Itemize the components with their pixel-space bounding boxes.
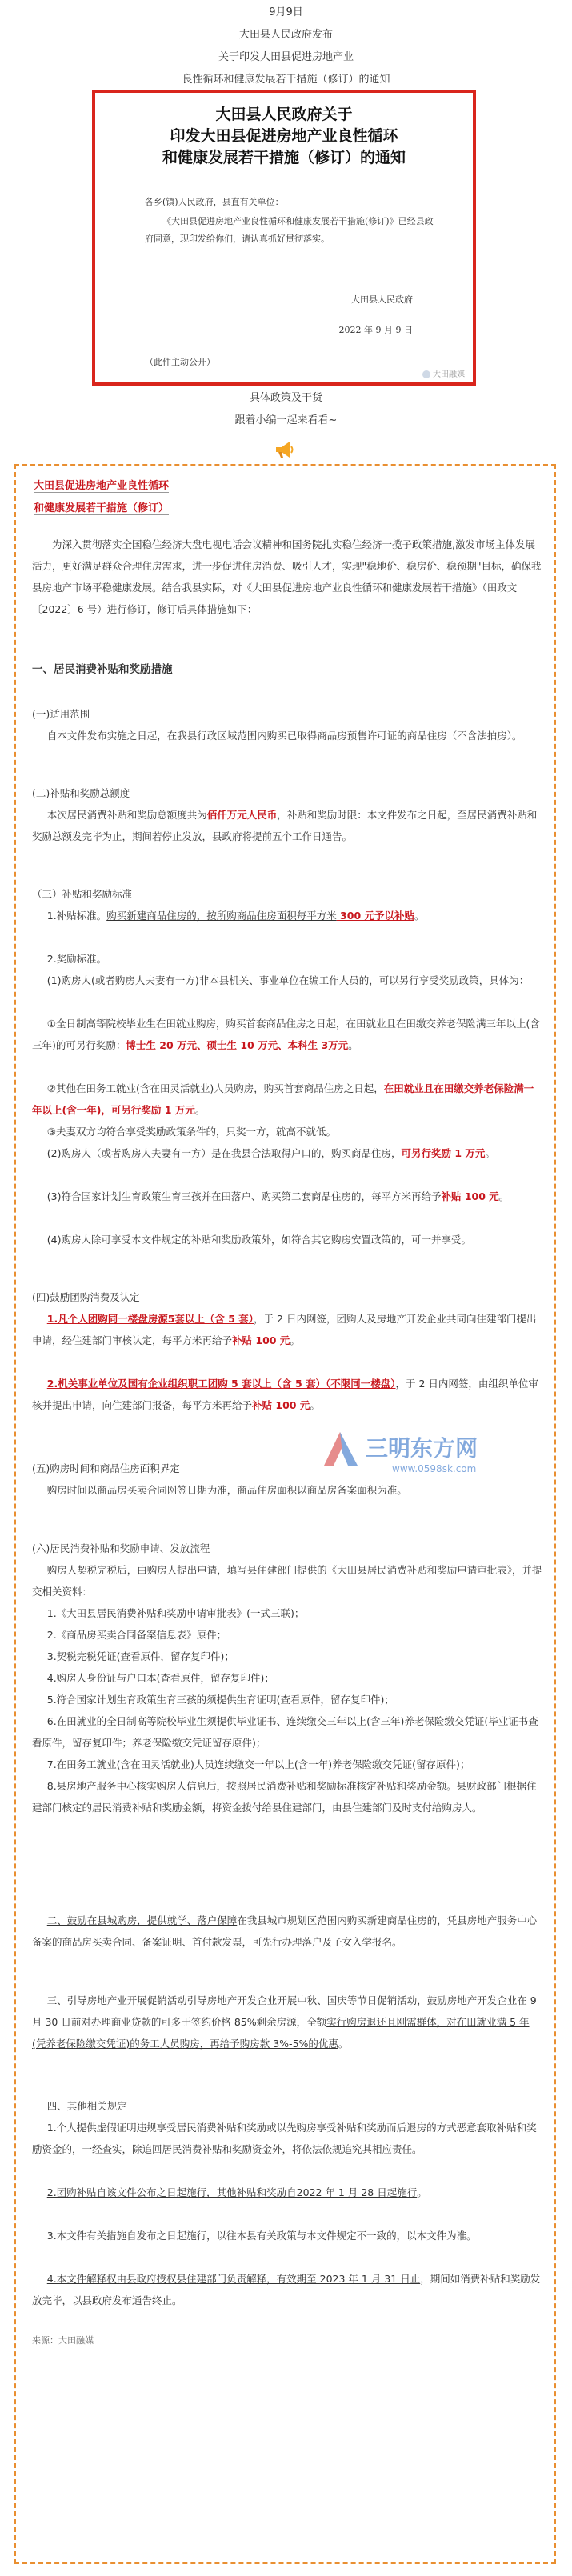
s3-2-2-text: (2)购房人（或者购房人夫妻有一方）是在我县合法取得户口的，购买商品住房， [46,1147,402,1159]
s3-2-2 [32,1142,542,1164]
doc-body: 《大田县促进房地产业良性循环和健康发展若干措施(修订)》已经县政府同意，现印发给你们，请认真抓好贯彻落实。 [145,216,434,244]
header-line3: 良性循环和健康发展若干措施（修订）的通知 [182,74,390,86]
policy-content-box [14,464,556,2564]
content-title [34,475,169,520]
megaphone-icon [274,438,296,461]
doc-title [95,104,473,169]
document-list-item: 2.《商品房买卖合同备案信息表》原件； [46,1629,227,1641]
s2-amount: 佰仟万元人民币 [206,809,278,821]
s3-2-4: (4)购房人除可享受本文件规定的补贴和奖励政策外，如符合其它购房安置政策的，可一并享受。 [46,1234,471,1246]
rule-1: 1.个人提供虚假证明违规享受居民消费补贴和奖励或以先购房享受补贴和奖励而后退房的方式恶意套取补贴和奖励资金的，一经查实，除追回居民消费补贴和奖励资金外，将依法依规追究其相应责任。 [32,2122,537,2155]
s4-1-text: ，于 2 日内网签，团购人及房地产开发企业共同向住建部门提出申请，经住建部门审核认定，每平方米再给予 [32,1313,537,1346]
s6-body: 购房人契税完税后，由购房人提出申请，填写县住建部门提供的《大田县居民消费补贴和奖励申请审批表》，并提交相关资料： [32,1564,542,1598]
s3-2-1-1 [32,1013,542,1056]
section-2-body: 在我县城市规划区范围内购买新建商品住房的，凭县房地产服务中心备案的商品房买卖合同、备案证明、首付款发票，可先行办理落户及子女入学报名。 [32,1914,538,1948]
section-heading-1: 一、居民消费补贴和奖励措施 [32,663,173,676]
header-line2: 关于印发大田县促进房地产业 [218,51,354,63]
intro-line1: 具体政策及干货 [249,392,322,404]
site-watermark-title: 三明东方网 [366,1435,478,1462]
s3-2-1-3: ③夫妻双方均符合享受奖励政策条件的，只奖一方，就高不就低。 [46,1126,336,1138]
document-list-item: 5.符合国家计划生育政策生育三孩的须提供生育证明(查看原件，留存复印件)； [46,1694,394,1706]
s3-2-3-amount: 补贴 100 元 [441,1190,499,1202]
section-3-underlined: 实行购房退还且刚需群体，对在田就业满 5 年(凭养老保险缴交凭证)的务工人员购房，再给予购房款 3%-5%的优惠 [32,2016,530,2050]
document-list-item: 6.在田就业的全日制高等院校毕业生须提供毕业证书、连续缴交三年以上(含三年)养老保险缴交凭证(毕业证书查看原件，留存复印件；养老保险缴交凭证留存原件)； [32,1715,538,1749]
watermark-text: 大田融媒 [433,370,465,379]
s6-document-list [32,1602,542,1818]
s2-title: (二)补贴和奖励总额度 [32,787,130,799]
document-list-item: 4.购房人身份证与户口本(查看原件，留存复印件)； [46,1672,274,1684]
s5-title: (五)购房时间和商品住房面积界定 [32,1462,180,1474]
doc-title-line1: 大田县人民政府关于 [215,106,353,123]
s4-1 [32,1308,542,1351]
s5-body: 购房时间以商品房买卖合同网签日期为准，商品住房面积以商品房备案面积为准。 [46,1484,407,1496]
s3-reward-standard: 2.奖励标准。 [46,953,107,965]
doc-sign-org: 大田县人民政府 [351,294,413,305]
rule-2 [32,2182,542,2203]
header-line1: 大田县人民政府发布 [238,29,333,41]
watermark-logo-icon [422,370,430,378]
s4-1-underlined: 1.凡个人团购同一楼盘房源5套以上（含 5 套） [46,1313,254,1325]
s4-1-end: 。 [290,1334,300,1346]
section-2-heading: 二、鼓励在县城购房，提供就学、落户保障 [46,1914,238,1926]
s3-1-underlined: 购买新建商品住房的，按所购商品住房面积每平方米 [106,910,337,922]
rule-4-underlined: 4.本文件解释权由县政府授权县住建部门负责解释，有效期至 2023 年 1 月 31 日止 [46,2273,421,2285]
header [0,2,572,91]
s3-subsidy-standard [32,905,542,926]
notice-document-image [92,90,476,386]
s3-2-3-end: 。 [498,1190,510,1202]
content-title-line1: 大田县促进房地产业良性循环 [34,480,170,492]
rule-4 [32,2268,542,2311]
s3-2-2-end: 。 [485,1147,495,1159]
s6-title: (六)居民消费补贴和奖励申请、发放流程 [32,1542,210,1554]
s1-title: (一)适用范围 [32,708,90,720]
s4-2 [32,1373,542,1416]
s3-2-3-text: (3)符合国家计划生育政策生育三孩并在田落户、购买第二套商品住房的，每平方米再给予 [46,1190,442,1202]
content-title-line2: 和健康发展若干措施（修订） [34,502,170,514]
s3-2-2-amount: 可另行奖励 1 万元 [401,1147,486,1159]
s3-2-1-1-text: ①全日制高等院校毕业生在田就业购房，购买首套商品住房之日起，在田就业且在田缴交养老保险满三年以上(含三年)的可另行奖励： [32,1018,540,1051]
s2-body [32,804,542,847]
doc-note: （此件主动公开） [145,357,215,367]
s3-1-label: 1.补贴标准。 [46,910,107,922]
doc-title-line3: 和健康发展若干措施（修订）的通知 [162,149,406,166]
document-list-item: 8.县房地产服务中心核实购房人信息后，按照居民消费补贴和奖励标准核定补贴和奖励金额。县财政部门根据住建部门核定的居民消费补贴和奖励金额，将资金拨付给县住建部门，由县住建部门及时支付给购房人。 [32,1780,537,1814]
s4-2-amount: 补贴 100 元 [252,1399,310,1411]
s4-2-underlined: 2.机关事业单位及国有企业组织职工团购 5 套以上（含 5 套）（不限同一楼盘） [46,1378,396,1390]
site-logo-icon [316,1426,364,1474]
intro-paragraph: 为深入贯彻落实全国稳住经济大盘电视电话会议精神和国务院扎实稳住经济一揽子政策措施,激发市场主体发展活力，更好满足群众合理住房需求，进一步促进住房消费、吸引人才，实现"稳地价、稳房价、稳预期"目标，确保我县房地产市场平稳健康发展。结合我县实际，对《大田县促进房地产业良性循环和健康发展若干措施》（田政文〔2022〕6 号）进行修订，修订后具体措施如下： [32,538,542,615]
s4-1-amount: 补贴 100 元 [232,1334,290,1346]
section-3-end: 。 [338,2038,349,2050]
s3-2-1-2-amount: 在田就业且在田缴交养老保险满一年以上(含一年)，可另行奖励 1 万元 [32,1082,534,1116]
s3-2-1-2 [32,1078,542,1121]
s3-2-1-2-end: 。 [194,1104,206,1116]
s3-2-1: (1)购房人(或者购房人夫妻有一方)非本县机关、事业单位在编工作人员的，可以另行享受奖励政策，具体为： [46,974,530,986]
s2-text-b: ，补贴和奖励时限：本文件发布之日起，至居民消费补贴和奖励总额发完毕为止，期间若停止发放，县政府将提前五个工作日通告。 [32,809,538,842]
rule-2-end: 。 [417,2186,427,2198]
s2-text-a: 本次居民消费补贴和奖励总额度共为 [46,809,207,821]
site-watermark [316,1422,516,1494]
section-4-heading: 四、其他相关规定 [46,2100,127,2112]
s3-1-end: 。 [414,910,425,922]
s3-title: （三）补贴和奖励标准 [32,888,133,900]
site-watermark-url: www.0598sk.com [392,1463,477,1474]
doc-watermark [422,367,465,379]
document-list-item: 1.《大田县居民消费补贴和奖励申请审批表》(一式三联)； [46,1607,305,1619]
intro-lines [0,387,572,432]
s3-2-1-1-amount: 博士生 20 万元、硕士生 10 万元、本科生 3万元 [126,1039,349,1051]
document-list-item: 7.在田务工就业(含在田灵活就业)人员连续缴交一年以上(含一年)养老保险缴交凭证(留存原件)； [46,1758,470,1770]
section-2 [32,1910,542,1953]
s1-body: 自本文件发布实施之日起，在我县行政区域范围内购买已取得商品房预售许可证的商品住房（不含法拍房）。 [46,730,522,742]
rule-2-underlined: 2.团购补贴自该文件公布之日起施行，其他补贴和奖励自2022 年 1 月 28 日起施行 [46,2186,418,2198]
section-3 [32,1990,542,2054]
s3-2-1-2-text: ②其他在田务工就业(含在田灵活就业)人员购房，购买首套商品住房之日起， [46,1082,384,1094]
document-list-item: 3.契税完税凭证(查看原件，留存复印件)； [46,1650,234,1662]
source-line: 来源：大田融媒 [32,2335,94,2346]
s3-2-3 [32,1186,542,1207]
s4-2-text: ，于 2 日内网签，由组织单位审核并提出申请，向住建部门报备，每平方米再给予 [32,1378,538,1411]
s4-title: (四)鼓励团购消费及认定 [32,1291,140,1303]
s3-2-1-1-end: 。 [348,1039,358,1051]
rule-3: 3.本文件有关措施自发布之日起施行，以往本县有关政策与本文件规定不一致的，以本文件为准。 [46,2230,477,2242]
s3-1-amount: 300 元予以补贴 [336,910,414,922]
s4-2-end: 。 [310,1399,320,1411]
intro-line2: 跟着小编一起来看看~ [234,414,338,426]
doc-title-line2: 印发大田县促进房地产业良性循环 [170,127,398,145]
doc-sign-date: 2022 年 9 月 9 日 [338,325,413,335]
header-date: 9月9日 [269,6,303,18]
rule-4-end: ，期间如消费补贴和奖励发放完毕，以县政府发布通告终止。 [32,2273,541,2306]
doc-greeting: 各乡(镇)人民政府，县直有关单位： [145,197,284,207]
section-3-text: 三、引导房地产业开展促销活动引导房地产开发企业开展中秋、国庆等节日促销活动，鼓励房地产开发企业在 9 月 30 日前对办理商业贷款的可多于签约价格 85%剩余房源，全额 [32,1994,537,2028]
